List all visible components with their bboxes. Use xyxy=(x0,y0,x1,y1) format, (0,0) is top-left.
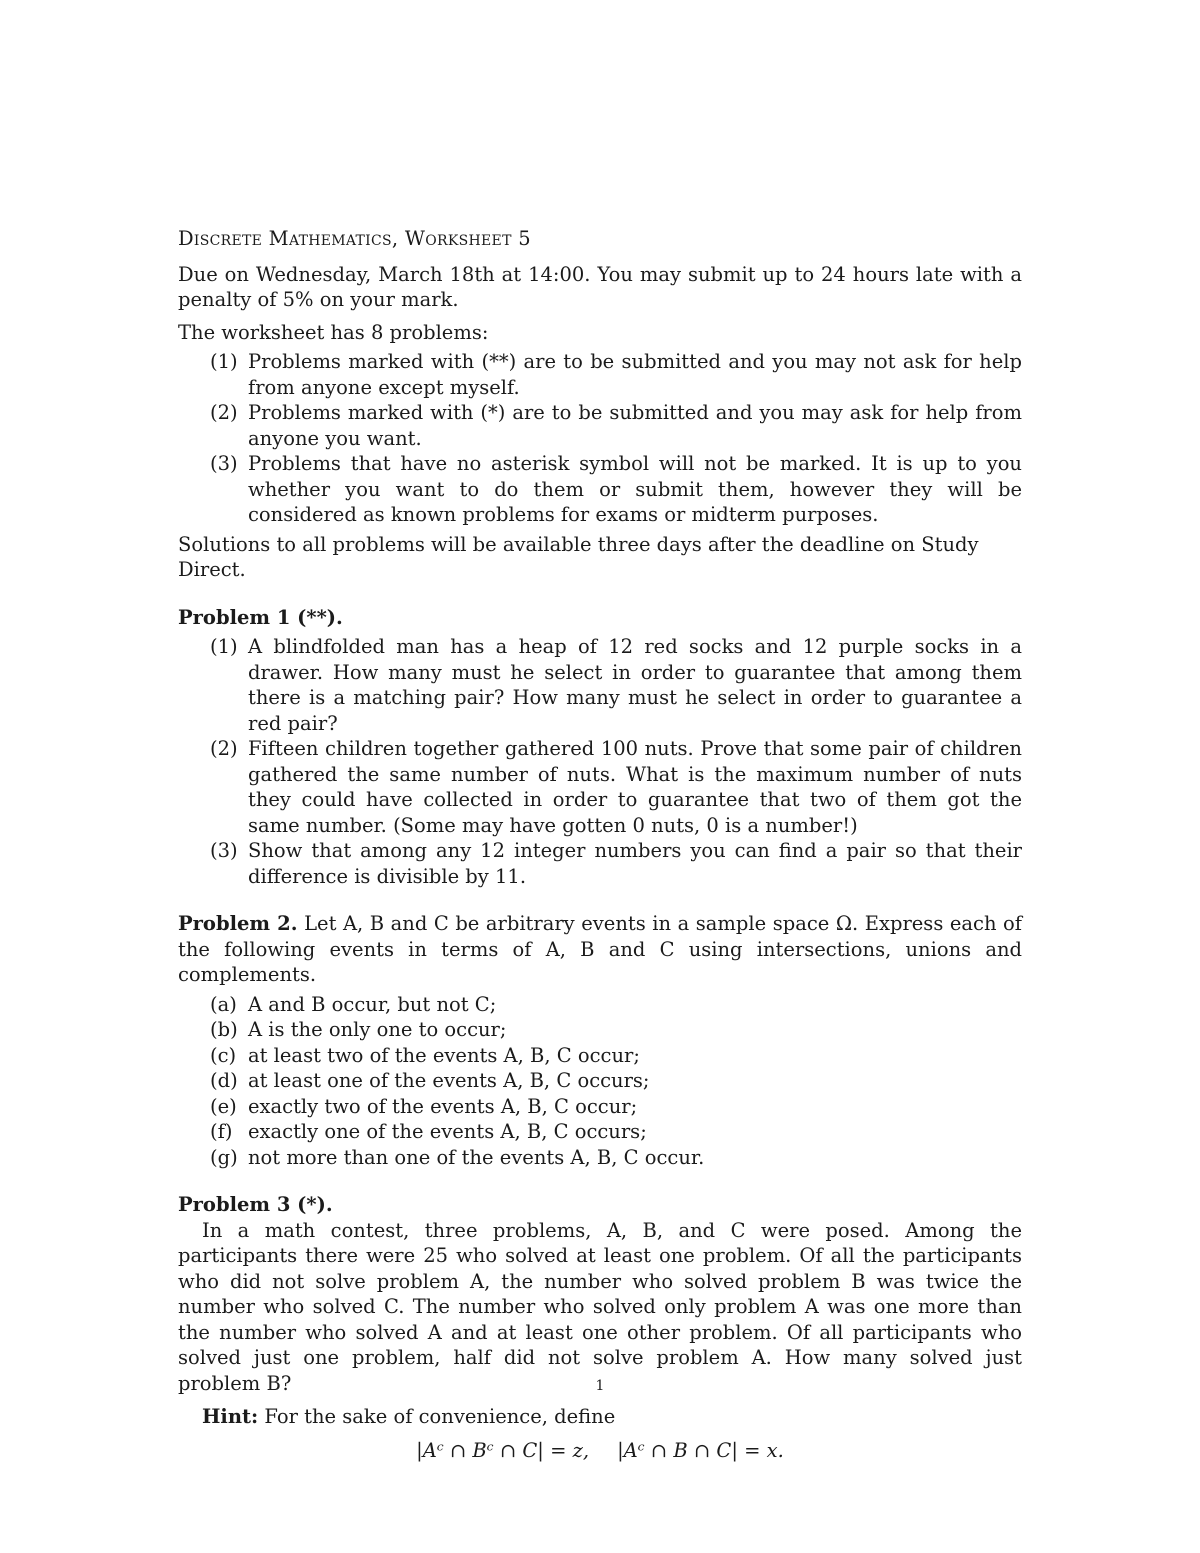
item-text: A is the only one to occur; xyxy=(248,1018,507,1041)
item-text: A blindfolded man has a heap of 12 red socks and 12 purple socks in a drawer. How many must he select in order to guarantee that among them there is a matching pair? How many must he select in order to guarantee a red pair? xyxy=(248,635,1022,735)
item-text: at least two of the events A, B, C occur; xyxy=(248,1043,640,1067)
problem-2 xyxy=(178,911,1022,1170)
list-item xyxy=(178,1068,1022,1094)
item-label: (1) xyxy=(210,635,238,658)
problem-3-text: In a math contest, three problems, A, B, and C were posed. Among the participants there were 25 who solved at least one problem. Of all the participants who did not solve problem A, the number who solved problem B was twice the number who solved C. The number who solved only problem A was one more than the number who solved A and at least one other problem. Of all participants who solved just one problem, half did not solve problem A. How many solved just problem B? xyxy=(178,1218,1022,1395)
problem-2-title: Problem 2. xyxy=(178,912,298,935)
page-number: 1 xyxy=(595,1378,605,1394)
item-text: not more than one of the events A, B, C occur. xyxy=(248,1145,705,1169)
item-label: (2) xyxy=(210,737,238,760)
problem-1-items xyxy=(178,634,1022,889)
rule-item xyxy=(178,451,1022,528)
rule-label: (3) xyxy=(210,452,238,475)
solutions-note: Solutions to all problems will be available three days after the deadline on Study Direct. xyxy=(178,532,979,581)
list-item xyxy=(178,1043,1022,1069)
rule-label: (1) xyxy=(210,350,238,373)
problem-2-items xyxy=(178,992,1022,1171)
list-item xyxy=(178,1017,1022,1043)
problem-1 xyxy=(178,605,1022,890)
list-item xyxy=(178,992,1022,1018)
hint-label: Hint: xyxy=(202,1405,259,1428)
item-text: exactly one of the events A, B, C occurs; xyxy=(248,1120,647,1143)
item-label: (d) xyxy=(210,1069,238,1092)
rule-item xyxy=(178,349,1022,400)
item-text: exactly two of the events A, B, C occur; xyxy=(248,1094,638,1118)
list-item xyxy=(178,1119,1022,1145)
problem-1-title: Problem 1 (**). xyxy=(178,605,343,629)
formula-x: |Aᶜ ∩ B ∩ C| = x. xyxy=(617,1438,784,1462)
problem-3-title: Problem 3 (*). xyxy=(178,1193,333,1216)
formula-z: |Aᶜ ∩ Bᶜ ∩ C| = z, xyxy=(416,1438,590,1462)
worksheet-page xyxy=(178,226,1022,1463)
item-label: (g) xyxy=(210,1145,238,1169)
problem-count-text: The worksheet has 8 problems: xyxy=(178,320,489,344)
item-label: (f) xyxy=(210,1120,233,1143)
item-label: (e) xyxy=(210,1094,237,1118)
rules-list xyxy=(178,349,1022,528)
problem-3 xyxy=(178,1192,1022,1463)
list-item xyxy=(178,1145,1022,1171)
rule-label: (2) xyxy=(210,401,238,424)
item-label: (a) xyxy=(210,992,237,1016)
hint-text: For the sake of convenience, define xyxy=(264,1405,616,1428)
rule-text: Problems marked with (**) are to be submitted and you may not ask for help from anyone except myself. xyxy=(248,350,1022,399)
item-text: Fifteen children together gathered 100 nuts. Prove that some pair of children gathered the same number of nuts. What is the maximum number of nuts they could have collected in order to guarantee that two of them got the same number. (Some may have gotten 0 nuts, 0 is a number!) xyxy=(248,737,1022,837)
hint-line xyxy=(178,1404,1022,1430)
page-title: Discrete Mathematics, Worksheet 5 xyxy=(178,227,531,250)
problem-2-text: Let A, B and C be arbitrary events in a sample space Ω. Express each of the following events in terms of A, B and C using intersections, unions and complements. xyxy=(178,912,1023,986)
list-item xyxy=(178,736,1022,838)
item-text: Show that among any 12 integer numbers you can find a pair so that their difference is divisible by 11. xyxy=(248,839,1022,888)
rule-item xyxy=(178,400,1022,451)
item-label: (c) xyxy=(210,1043,237,1067)
item-text: A and B occur, but not C; xyxy=(248,992,497,1016)
problem-2-statement xyxy=(178,911,1022,988)
item-text: at least one of the events A, B, C occurs; xyxy=(248,1069,650,1092)
list-item xyxy=(178,838,1022,889)
rule-text: Problems that have no asterisk symbol will not be marked. It is up to you whether you want to do them or submit them, however they will be considered as known problems for exams or midterm purposes. xyxy=(248,452,1022,526)
list-item xyxy=(178,1094,1022,1120)
hint-formula xyxy=(178,1438,1022,1464)
list-item xyxy=(178,634,1022,736)
item-label: (b) xyxy=(210,1018,238,1041)
due-date-text: Due on Wednesday, March 18th at 14:00. You may submit up to 24 hours late with a penalty of 5% on your mark. xyxy=(178,262,1022,311)
rule-text: Problems marked with (*) are to be submitted and you may ask for help from anyone you want. xyxy=(248,401,1022,450)
item-label: (3) xyxy=(210,839,238,862)
